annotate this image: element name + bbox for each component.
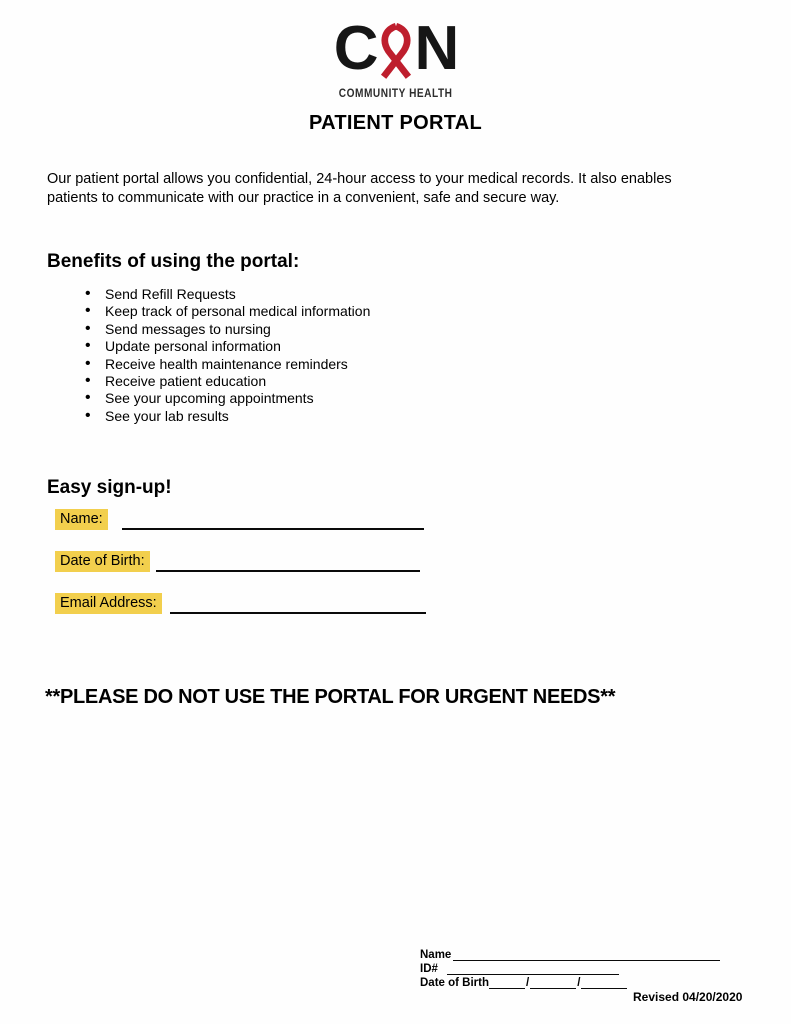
- benefit-item: • Receive health maintenance reminders: [85, 356, 370, 373]
- can-community-health-logo: [0, 14, 791, 102]
- footer-id-row: [420, 961, 720, 975]
- benefit-item: • Send messages to nursing: [85, 321, 370, 338]
- dob-label: Date of Birth:: [55, 551, 150, 572]
- page-title: PATIENT PORTAL: [308, 112, 483, 134]
- footer-form: [420, 947, 720, 989]
- logo-subtitle: COMMUNITY HEALTH: [338, 88, 453, 100]
- dob-slash: /: [526, 977, 530, 989]
- urgent-needs-warning: **PLEASE DO NOT USE THE PORTAL FOR URGENT NEEDS**: [45, 686, 616, 708]
- benefit-item: • See your lab results: [85, 408, 370, 425]
- benefits-list: [47, 286, 370, 425]
- footer-dob-year-line[interactable]: [581, 978, 627, 989]
- footer-id-label: ID#: [420, 963, 442, 975]
- footer-dob-label: Date of Birth: [420, 977, 489, 989]
- email-input-line[interactable]: [170, 592, 426, 614]
- footer-name-row: [420, 947, 720, 961]
- footer-name-line[interactable]: [453, 950, 720, 961]
- email-label: Email Address:: [55, 593, 162, 614]
- benefits-heading: Benefits of using the portal:: [47, 251, 300, 272]
- benefit-item: • Update personal information: [85, 338, 370, 355]
- name-field-row: [55, 508, 424, 530]
- footer-id-line[interactable]: [447, 964, 619, 975]
- logo-letters: [0, 14, 791, 84]
- dob-field-row: [55, 550, 420, 572]
- footer-name-label: Name: [420, 949, 452, 961]
- aids-ribbon-icon: [375, 20, 417, 82]
- signup-heading: Easy sign-up!: [47, 477, 172, 498]
- benefit-item: • Receive patient education: [85, 373, 370, 390]
- intro-paragraph: Our patient portal allows you confidential, 24-hour access to your medical records. It also enables patients to communicate with our practice in a convenient, safe and secure way.: [47, 171, 672, 206]
- benefit-item: • Send Refill Requests: [85, 286, 370, 303]
- benefit-item: • See your upcoming appointments: [85, 390, 370, 407]
- name-input-line[interactable]: [122, 508, 424, 530]
- footer-dob-row: [420, 975, 720, 989]
- email-field-row: [55, 592, 426, 614]
- revised-date: Revised 04/20/2020: [633, 990, 743, 1004]
- footer-dob-day-line[interactable]: [530, 978, 576, 989]
- logo-letter-n: N: [414, 14, 458, 83]
- logo-letter-c: C: [333, 14, 377, 83]
- footer-dob-month-line[interactable]: [489, 978, 525, 989]
- dob-input-line[interactable]: [156, 550, 420, 572]
- name-label: Name:: [55, 509, 108, 530]
- dob-slash: /: [577, 977, 581, 989]
- benefit-item: • Keep track of personal medical information: [85, 303, 370, 320]
